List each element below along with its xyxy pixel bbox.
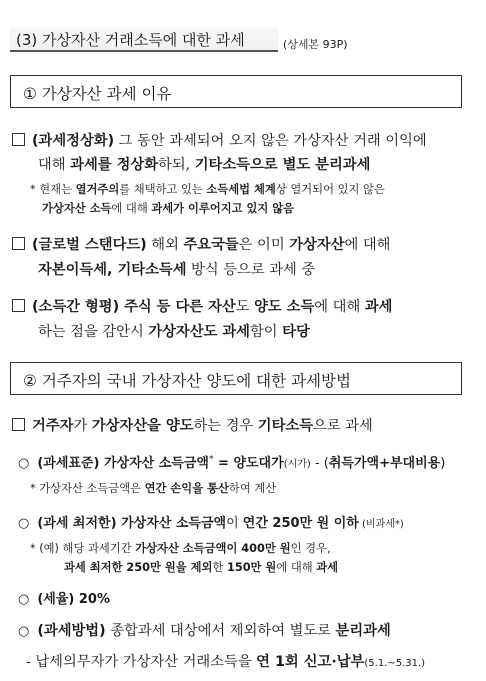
text: * (예) 해당 과세기간 xyxy=(30,542,136,555)
emph: (과세 최저한) xyxy=(37,516,117,531)
text: 은 이미 xyxy=(238,237,290,253)
text: 하는 점을 감안시 xyxy=(38,324,149,340)
emph: 취득가액+부대비용 xyxy=(328,456,441,471)
text: 가 xyxy=(73,418,92,434)
text: - 납세의무자가 가상자산 거래소득을 xyxy=(26,654,257,670)
emph: 소득세법 체계 xyxy=(206,183,276,196)
circle-bullet-icon: ○ xyxy=(18,624,30,639)
section2-heading-box xyxy=(10,362,462,395)
emph: 양도 소득 xyxy=(254,299,315,315)
text: - ( xyxy=(310,456,329,471)
checkbox-square-icon xyxy=(12,133,25,146)
text: 한 xyxy=(212,561,227,574)
text: 를 채택하고 있는 xyxy=(119,183,207,196)
text: * 가상자산 소득금액은 xyxy=(30,482,145,495)
emph: 가상자산도 과세 xyxy=(148,324,250,340)
emph: 주요국들 xyxy=(183,237,239,253)
item1-line2 xyxy=(38,154,370,174)
item2-line1 xyxy=(12,234,390,254)
emph: (세율) xyxy=(37,592,75,607)
page-title: (3) 가상자산 거래소득에 대한 과세 xyxy=(16,31,245,49)
item3-line2 xyxy=(38,321,310,341)
emph: 자본이득세, 기타소득세 xyxy=(38,262,187,278)
section1-heading-box xyxy=(10,75,462,108)
text: 대해 xyxy=(38,157,71,173)
emph: 과세를 정상화 xyxy=(70,157,159,173)
emph: 거주자 xyxy=(32,418,74,434)
text: 상 열거되어 있지 않은 xyxy=(275,183,385,196)
checkbox-square-icon xyxy=(12,299,25,312)
section2-title: ② 거주자의 국내 가상자산 양도에 대한 과세방법 xyxy=(23,372,351,390)
section1-title: ① 가상자산 과세 이유 xyxy=(23,85,172,103)
text: 에 대해 xyxy=(314,299,365,315)
emph: 가상자산을 양도 xyxy=(91,418,194,434)
emph: 20% xyxy=(74,592,110,607)
text: 으로 과세 xyxy=(313,418,373,434)
circle-bullet-icon: ○ xyxy=(18,516,30,531)
text: ) xyxy=(440,456,446,471)
text: 도 xyxy=(235,299,255,315)
emph: 과세가 이루어지고 있지 않음 xyxy=(151,202,295,215)
emph: 과세 최저한 250만 원을 제외 xyxy=(64,561,213,574)
text: 종합과세 대상에서 제외하여 별도로 xyxy=(105,623,336,639)
emph: = 양도대가 xyxy=(213,456,284,471)
circle-bullet-icon: ○ xyxy=(18,592,30,607)
minimum-note-line1 xyxy=(30,540,331,556)
circle-bullet-icon: ○ xyxy=(18,456,30,471)
checkbox-square-icon xyxy=(12,237,25,250)
emph: 연 1회 신고·납부 xyxy=(256,654,365,670)
text: 방식 등으로 과세 중 xyxy=(186,262,316,278)
emph: 분리과세 xyxy=(335,623,391,639)
emph: 주식 등 다른 자산 xyxy=(119,299,236,315)
emph: 가상자산 소득금액이 400만 원 xyxy=(135,542,291,555)
emph: 연간 손익을 통산 xyxy=(144,482,229,495)
text: 하여 계산 xyxy=(228,482,277,495)
item1-tag: (과세정상화) xyxy=(32,133,115,149)
emph: 연간 250만 원 이하 xyxy=(242,516,359,531)
emph: 150만 원 xyxy=(226,561,277,574)
text: * 현재는 xyxy=(30,183,76,196)
item3-line1 xyxy=(12,296,392,316)
method-sub-line xyxy=(26,651,425,671)
text: 함이 xyxy=(249,324,283,340)
checkbox-square-icon xyxy=(12,418,25,431)
text: 에 대해 xyxy=(344,237,391,253)
emph: 가상자산 소득 xyxy=(42,202,112,215)
emph: 과세 xyxy=(316,561,339,574)
item1-note-line1 xyxy=(30,181,385,197)
emph: 타당 xyxy=(282,324,310,340)
minimum-note-line2 xyxy=(64,559,338,575)
item1-note-line2 xyxy=(42,200,294,216)
method-line xyxy=(18,620,391,640)
text: 인 경우, xyxy=(290,542,331,555)
text: 해외 xyxy=(146,237,184,253)
emph: 기타소득 xyxy=(257,418,314,434)
emph: 열거주의 xyxy=(75,183,120,196)
rate-line xyxy=(18,588,110,607)
emph: (과세방법) xyxy=(37,623,106,639)
emph: (과세표준) xyxy=(37,456,100,471)
page-reference: (상세본 93P) xyxy=(283,38,348,51)
item3-tag: (소득간 형평) xyxy=(32,299,120,315)
item1-line1 xyxy=(12,130,427,150)
emph: 과세 xyxy=(364,299,393,315)
text: 하되, xyxy=(158,157,195,173)
emph: 가상자산 소득금액 xyxy=(116,516,227,531)
text: 하는 경우 xyxy=(193,418,258,434)
standard-note xyxy=(30,480,276,496)
text: 에 대해 xyxy=(276,561,317,574)
emph: 기타소득으로 별도 분리과세 xyxy=(194,157,371,173)
text: (시가) xyxy=(283,459,311,470)
item1-text: 그 동안 과세되어 오지 않은 가상자산 거래 이익에 xyxy=(114,133,427,149)
item2-tag: (글로벌 스탠다드) xyxy=(32,237,147,253)
emph: 가상자산 xyxy=(289,237,345,253)
item2-line2 xyxy=(38,259,315,279)
text: 에 대해 xyxy=(111,202,152,215)
footnote-mark: * xyxy=(209,454,214,465)
section2-intro xyxy=(12,415,373,435)
standard-line xyxy=(18,452,445,471)
emph: 가상자산 소득금액 xyxy=(99,456,209,471)
text: (비과세*) xyxy=(358,519,404,530)
text: 이 xyxy=(226,516,243,531)
text: (5.1.~5.31.) xyxy=(364,658,426,669)
minimum-line xyxy=(18,512,404,531)
